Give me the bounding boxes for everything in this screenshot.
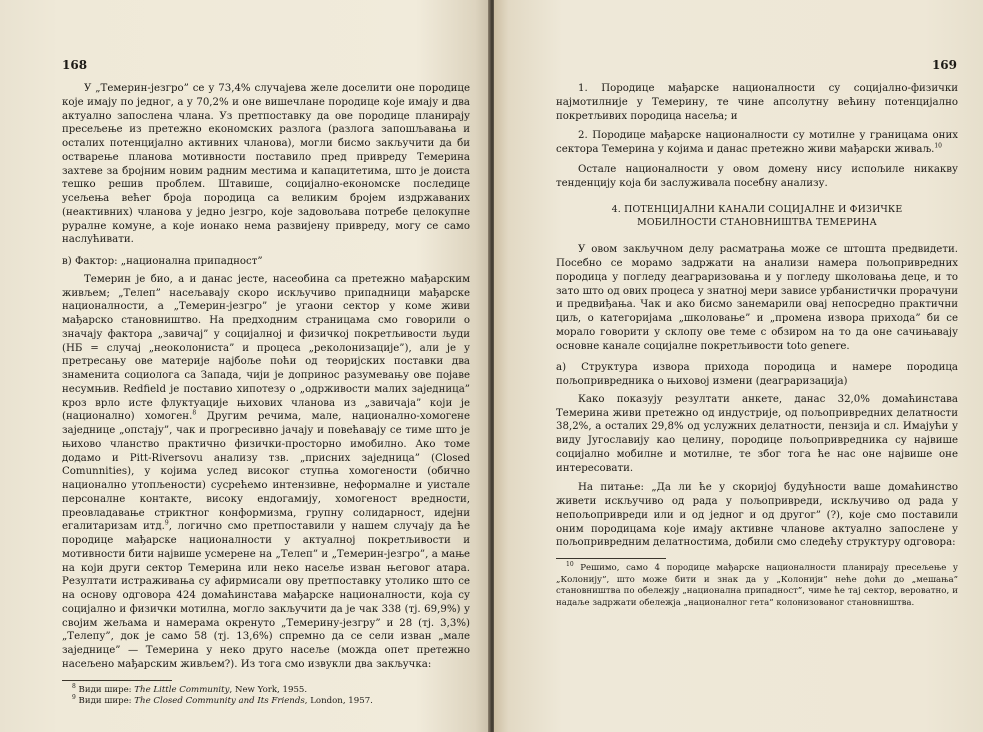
paragraph: На питање: „Да ли ће у скоријој будућности ваше домаћинство живети искључиво од рада у пољопривреди, искључиво од рада у непољопривреди или и од једног и од другог” (?), које смо поставили оним породицама које имају активне чланове актуално запослене у пољопривредним делатностима, добили смо следећу структуру одговора: [556,482,958,549]
subheading: в) Фактор: „национална припадност” [62,256,263,267]
footnote-divider [62,680,172,681]
left-page [0,0,490,732]
footnote-number: 9 [72,694,76,702]
footnote-divider [556,558,666,559]
list-item [556,82,958,123]
footnote-ref: 10 [934,142,942,150]
page-number: 168 [62,58,88,72]
right-page [494,0,983,732]
list-item [556,129,958,157]
text-run: Темерин је био, а и данас јесте, насеобина са претежно мађарским живљем; „Телеп” насељавају скоро искључиво припадници мађарске националности, а „Темерин-језгро” је угаони сектор у коме живи мађарско становништво. На предходним страницама смо говорили о значају фактора „завичај” у социјалној и физичкој покретљивости људи (НБ = случај „неоколониста” и процеса „реколонизације”), али је у претресању ове материје најбоље поћи од теоријских поставки два знаменита социолога са Запада, чији је допринос разумевању ове појаве несумњив. Redfield је поставио хипотезу о „одрживости малих заједница” кроз врло исте флуктуације њихових чланова из „завичаја” који је (национално) хомоген. [62,273,470,423]
footnote-title: The Little Community [134,684,230,695]
page-number: 169 [931,58,957,72]
footnote [556,563,958,609]
list-marker: 2. [578,130,588,142]
footnote-title: The Closed Community and Its Friends [134,696,305,706]
left-page-body [62,82,470,708]
footnote-ref: 8 [192,409,197,417]
text-run: , логично смо претпоставили у нашем случају да ће породице мађарске националности у актуалној покретљивости и мотивности бити највише усмерене на „Телеп” и „Темерин-језгро”, а мање на који други сектор Темерина или неко насеље изван његовог атара. Резултати истраживања су афирмисали ову претпоставку утолико што се на основу одговора 424 домаћинстава мађарске националности, која су социјално и физички мотилна, могло закључити да је чак 338 (тј. 69,9%) у својим жељама и намерама окренуто „Темерину-језгру” и 28 (тј. 3,3%) „Телепу”, док је само 58 (тј. 13,6%) спремно да се сели изван „мале заједнице” — Темерина у неко друго насеље (можда опет претежно насељено мађарским живљем?). Из тога смо извукли два закључка: [62,521,471,670]
footnote-tail: , New York, 1955. [229,684,308,695]
footnote-number: 10 [566,561,574,569]
paragraph [62,273,470,672]
paragraph: Како показују резултати анкете, данас 32,0% домаћинстава Темерина живи претежно од индустрије, од пољопривредних делатности 38,2%, а осталих 29,8% од услужних делатности, пензија и сл. Имајући у виду Југославију као целину, породице пољопривредника су највише социјално мобилне и мотилне, те због тога ће нас оне највише оне интересовати. [556,393,958,474]
footnote-text: Решимо, само 4 породице мађарске националности планирају пресељење у „Колонију”, што може бити и знак да у „Колонији” неће доћи до „мешања” становништва по обележју „национална припадност”, чиме ће тај сектор, вероватно, и надаље задржати обележја „националног гета” колонизованог становништва. [556,563,958,608]
text-run: Другим речима, мале, национално-хомогене заједнице „опстају”, чак и прогресивно јачају и повећавају се тиме што је њихово чланство практично физички-просторно имобилно. Ако томе додамо и Pitt-Riversovu анализу тзв. „присних заједница” (Closed Comunnities), у којима услед високог ступња хомогености (обично национално утопљености) сусрећемо интензивне, неформалне и уистале персоналне контакте, високу ендогамију, хомогеност вредности, преовладавање стриктног конформизма, групну солидарност, идејни егалитаризам итд. [62,411,470,533]
footnote-number: 8 [72,682,76,690]
section-heading [556,204,958,229]
footnote [62,696,470,708]
section-heading-line: 4. ПОТЕНЦИЈАЛНИ КАНАЛИ СОЦИЈАЛНЕ И ФИЗИЧКЕ [611,204,903,216]
paragraph: Остале националности у овом домену нису испољиле никакву тенденцију која би заслуживала посебну анализу. [556,163,958,189]
paragraph: У овом закључном делу расматрања може се штошта предвидети. Посебно се морамо задржати на анализи намера пољопривредних породица у погледу деаграризовања и у погледу школовања деце, и то зато што од ових процеса у знатној мери зависе урбанистички прорачуни и предвиђања. Чак и ако бисмо занемарили овај непосредно практични циљ, о категоријама „школовање” и „промена извора прихода” би се морало говорити у склопу ове теме с обзиром на то да оне сачињавају основне канале социјалне покретљивости toto genere. [556,244,958,352]
footnote [62,682,470,697]
footnote-tail: , London, 1957. [304,696,373,706]
footnote-text: Види шире: [75,684,135,695]
footnote-ref: 9 [164,519,169,527]
paragraph: У „Темерин-језгро” се у 73,4% случајева желе доселити оне породице које имају по једног, а у 70,2% и оне вишечлане породице које имају и два актуално запослена члана. Уз претпоставку да ове породице планирају пресељење из претежно економских разлога (разлога запошљавања и осталих потенцијално активних чланова), могли бисмо закључити да би остварење планова мотивности поставило пред привреду Темерина захтеве за бројним новим радним местима и капацитетима, што је доиста тешко решив проблем. Штавише, социјално-економске последице усељења већег броја породица са великим бројем издржаваних (неактивних) чланова у једно језгро, које задовољава потребе целокупне руралне комуне, а које ионако нема развијену привреду, могу се само наслућивати. [62,83,470,246]
list-item-text: Породице мађарске националности су социјално-физички најмотилније у Темерину, те чине апсолутну већину потенцијално покретљивих породица насеља; и [556,83,958,122]
subheading: а) Структура извора прихода породица и намере породица пољопривредника о њиховој измени (деаграризација) [556,362,958,387]
list-item-text: Породице мађарске националности су мотилне у границама оних сектора Темерина у којима и данас претежно живи мађарски живаљ. [556,130,958,155]
right-page-body [556,82,958,609]
section-heading-line: МОБИЛНОСТИ СТАНОВНИШТВА ТЕМЕРИНА [637,216,877,228]
footnote-text: Види шире: [75,696,135,706]
list-marker: 1. [578,83,588,94]
